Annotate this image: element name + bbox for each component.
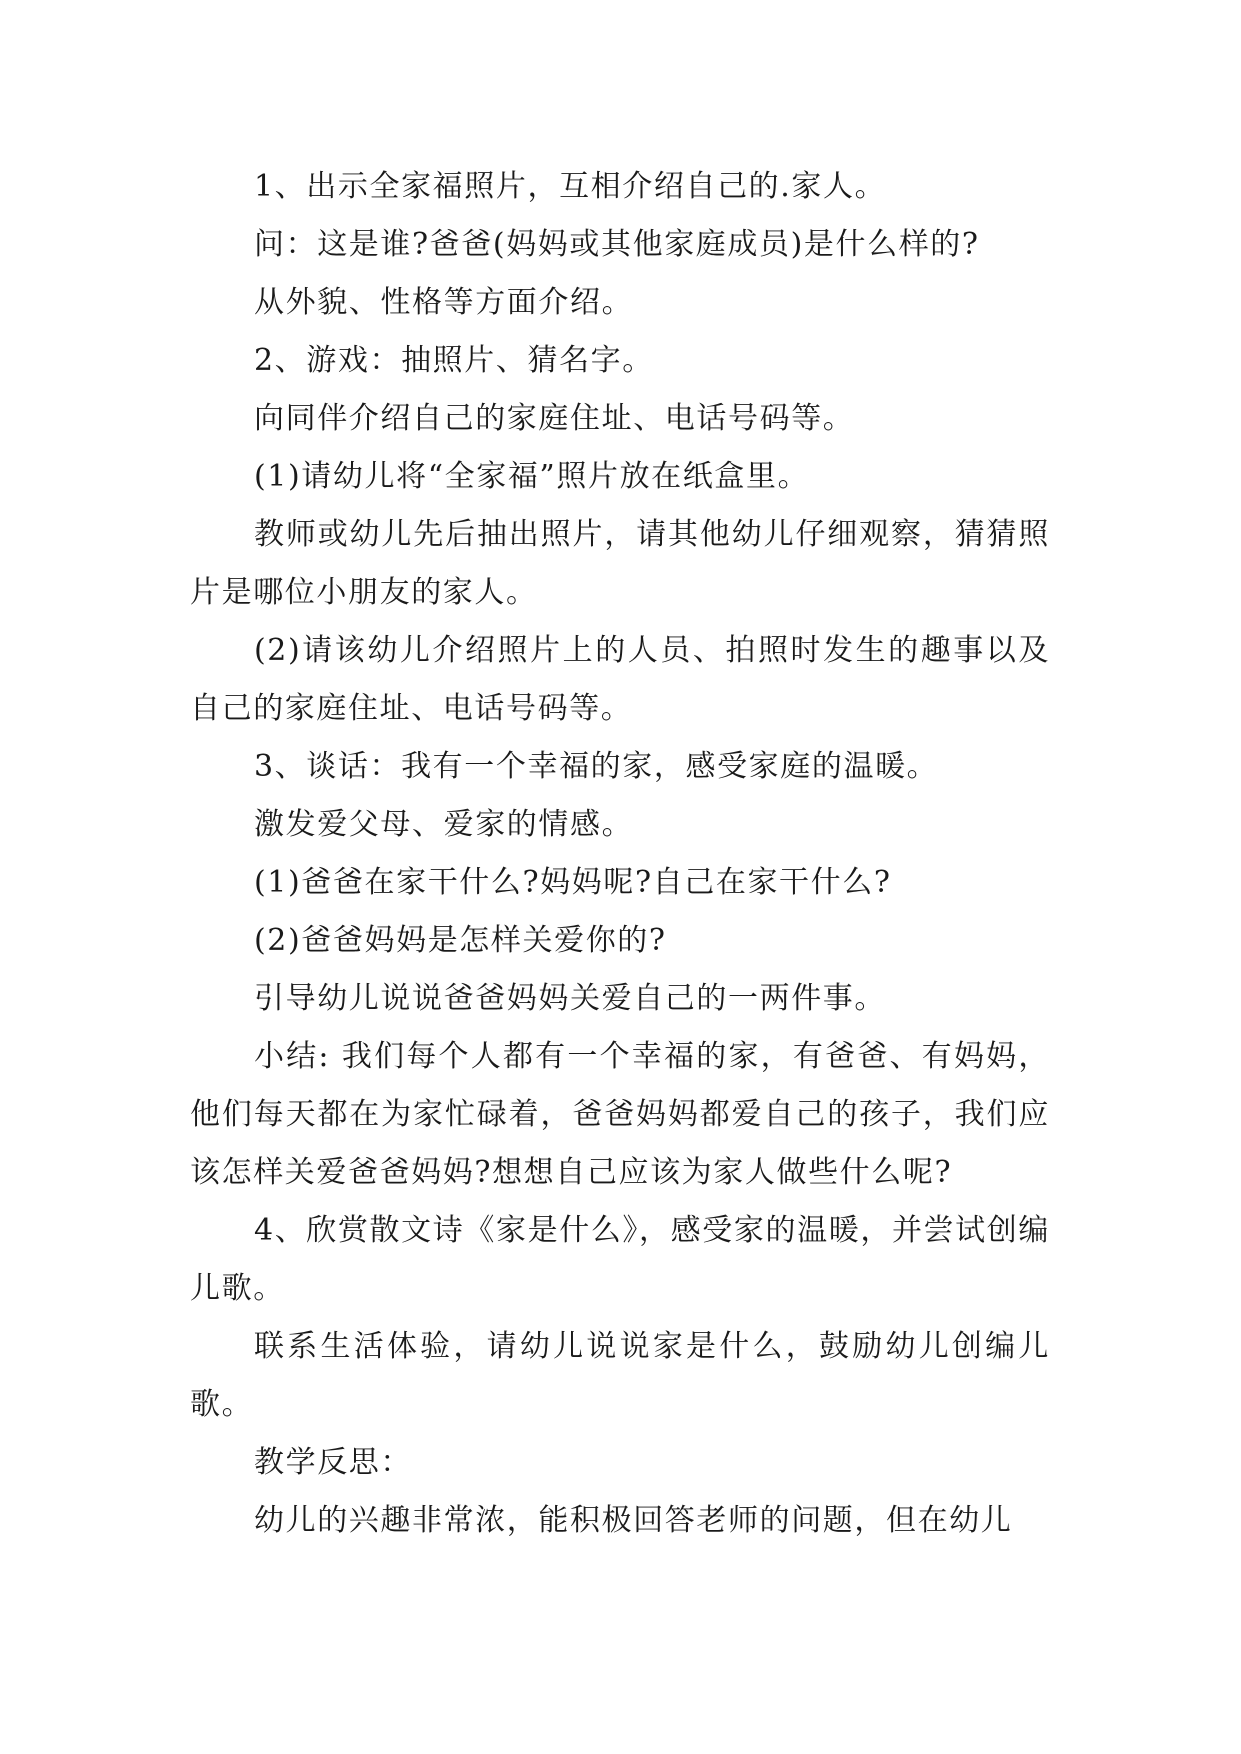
paragraph-8: (2)请该幼儿介绍照片上的人员、拍照时发生的趣事以及自己的家庭住址、电话号码等。 <box>190 633 1050 726</box>
paragraph-7: 教师或幼儿先后抽出照片，请其他幼儿仔细观察，猜猜照片是哪位小朋友的家人。 <box>190 517 1050 610</box>
paragraph-18: 幼儿的兴趣非常浓，能积极回答老师的问题，但在幼儿 <box>254 1503 1013 1538</box>
paragraph-15: 4、欣赏散文诗《家是什么》，感受家的温暖，并尝试创编儿歌。 <box>190 1213 1050 1306</box>
paragraph-16: 联系生活体验，请幼儿说说家是什么，鼓励幼儿创编儿歌。 <box>190 1329 1050 1422</box>
paragraph-6: (1)请幼儿将“全家福”照片放在纸盒里。 <box>254 459 810 494</box>
paragraph-2: 问：这是谁?爸爸(妈妈或其他家庭成员)是什么样的? <box>254 227 980 262</box>
paragraph-5: 向同伴介绍自己的家庭住址、电话号码等。 <box>254 401 855 436</box>
paragraph-12: (2)爸爸妈妈是怎样关爱你的? <box>254 923 667 958</box>
paragraph-10: 激发爱父母、爱家的情感。 <box>254 807 634 842</box>
paragraph-17: 教学反思： <box>254 1445 412 1480</box>
paragraph-1: 1、出示全家福照片，互相介绍自己的.家人。 <box>254 169 887 204</box>
paragraph-11: (1)爸爸在家干什么?妈妈呢?自己在家干什么? <box>254 865 892 900</box>
paragraph-13: 引导幼儿说说爸爸妈妈关爱自己的一两件事。 <box>254 981 886 1016</box>
document-body <box>190 158 1050 1550</box>
paragraph-9: 3、谈话：我有一个幸福的家，感受家庭的温暖。 <box>254 749 939 784</box>
paragraph-4: 2、游戏：抽照片、猜名字。 <box>254 343 654 378</box>
paragraph-3: 从外貌、性格等方面介绍。 <box>254 285 634 320</box>
paragraph-14: 小结: 我们每个人都有一个幸福的家，有爸爸、有妈妈，他们每天都在为家忙碌着，爸爸妈妈都爱自己的孩子，我们应该怎样关爱爸爸妈妈?想想自己应该为家人做些什么呢? <box>190 1039 1050 1190</box>
